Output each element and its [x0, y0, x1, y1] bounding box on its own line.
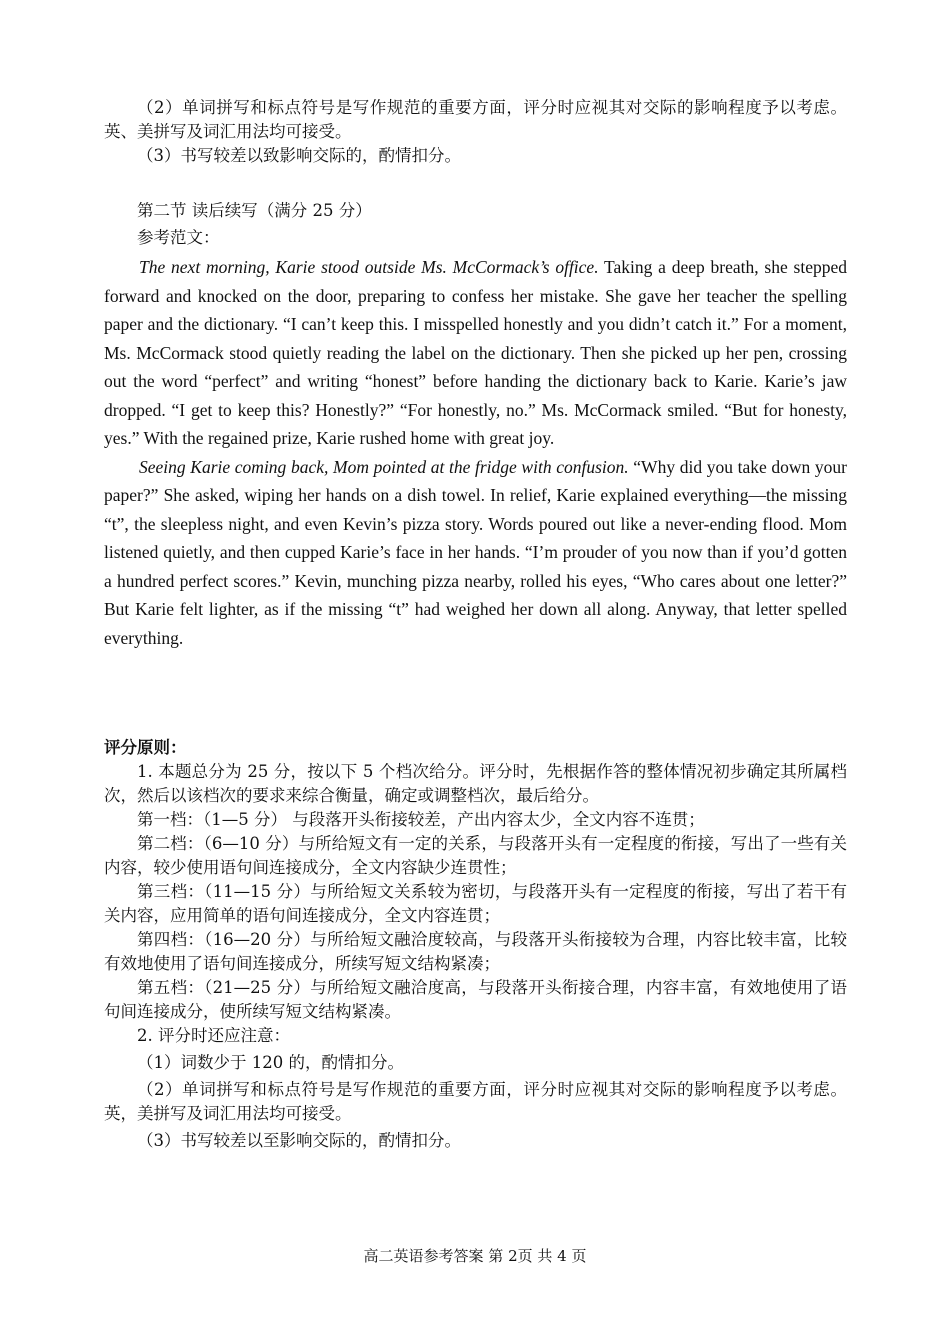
grading-note-1: （1）词数少于 120 的，酌情扣分。: [137, 1053, 404, 1072]
reference-label: 参考范文：: [137, 228, 220, 247]
essay-paragraph-1: [104, 253, 847, 453]
grading-note-2: （2）单词拼写和标点符号是写作规范的重要方面，评分时应视其对交际的影响程度予以考虑。英，美拼写及词汇用法均可接受。: [104, 1080, 847, 1123]
essay-p2-lead: Seeing Karie coming back, Mom pointed at the fridge with confusion.: [139, 456, 629, 477]
section-header: [104, 197, 847, 251]
grading-title: 评分原则：: [104, 738, 187, 757]
essay: [104, 253, 847, 652]
top-notes: [104, 96, 847, 168]
grading-level-2: 第二档：（6—10 分）与所给短文有一定的关系，与段落开头有一定程度的衔接，写出了一些有关内容，较少使用语句间连接成分，全文内容缺少连贯性；: [104, 834, 847, 877]
page-footer: 高二英语参考答案 第 2页 共 4 页: [363, 1247, 587, 1265]
section-heading: 第二节 读后续写（满分 25 分）: [137, 201, 372, 220]
grading-level-1: 第一档：（1—5 分） 与段落开头衔接较差，产出内容太少，全文内容不连贯；: [137, 810, 705, 829]
essay-paragraph-2: [104, 453, 847, 653]
top-note-3: （3）书写较差以致影响交际的，酌情扣分。: [137, 146, 461, 165]
grading-section: [104, 736, 847, 1153]
grading-level-5: 第五档：（21—25 分）与所给短文融洽度高，与段落开头衔接合理，内容丰富，有效地使用了语句间连接成分，使所续写短文结构紧凑。: [104, 978, 847, 1021]
essay-p2-body: “Why did you take down your paper?” She asked, wiping her hands on a dish towel. In relief, Karie explained everything—the missing “t”, the sleepless night, and even Kevin’s pizza story. Words poured out like a never-ending flood. Mom listened quietly, and then cupped Karie’s face in her hands. “I’m prouder of you now than if you’d gotten a hundred perfect scores.” Kevin, munching pizza nearby, rolled his eyes, “Who cares about one letter?” But Karie felt lighter, as if the missing “t” had weighed her down all along. Anyway, that letter spelled everything.: [104, 456, 847, 648]
grading-intro: 1. 本题总分为 25 分，按以下 5 个档次给分。评分时，先根据作答的整体情况初步确定其所属档次，然后以该档次的要求来综合衡量，确定或调整档次，最后给分。: [104, 762, 847, 805]
top-note-2: （2）单词拼写和标点符号是写作规范的重要方面，评分时应视其对交际的影响程度予以考虑。英、美拼写及词汇用法均可接受。: [104, 98, 847, 141]
grading-level-3: 第三档：（11—15 分）与所给短文关系较为密切，与段落开头有一定程度的衔接，写出了若干有关内容，应用简单的语句间连接成分，全文内容连贯；: [104, 882, 847, 925]
grading-note-title: 2. 评分时还应注意：: [137, 1026, 290, 1045]
grading-note-3: （3）书写较差以至影响交际的，酌情扣分。: [137, 1131, 461, 1150]
essay-p1-body: Taking a deep breath, she stepped forward and knocked on the door, preparing to confess her mistake. She gave her teacher the spelling paper and the dictionary. “I can’t keep this. I misspelled honestly and you didn’t catch it.” For a moment, Ms. McCormack stood quietly reading the label on the dictionary. Then she picked up her pen, crossing out the word “perfect” and writing “honest” before handing the dictionary back to Karie. Karie’s jaw dropped. “I get to keep this? Honestly?” “For honestly, no.” Ms. McCormack smiled. “But for honesty, yes.” With the regained prize, Karie rushed home with great joy.: [104, 257, 847, 448]
grading-level-4: 第四档：（16—20 分）与所给短文融洽度较高，与段落开头衔接较为合理，内容比较丰富，比较有效地使用了语句间连接成分，所续写短文结构紧凑；: [104, 930, 847, 973]
essay-p1-lead: The next morning, Karie stood outside Ms. McCormack’s office.: [139, 257, 599, 277]
